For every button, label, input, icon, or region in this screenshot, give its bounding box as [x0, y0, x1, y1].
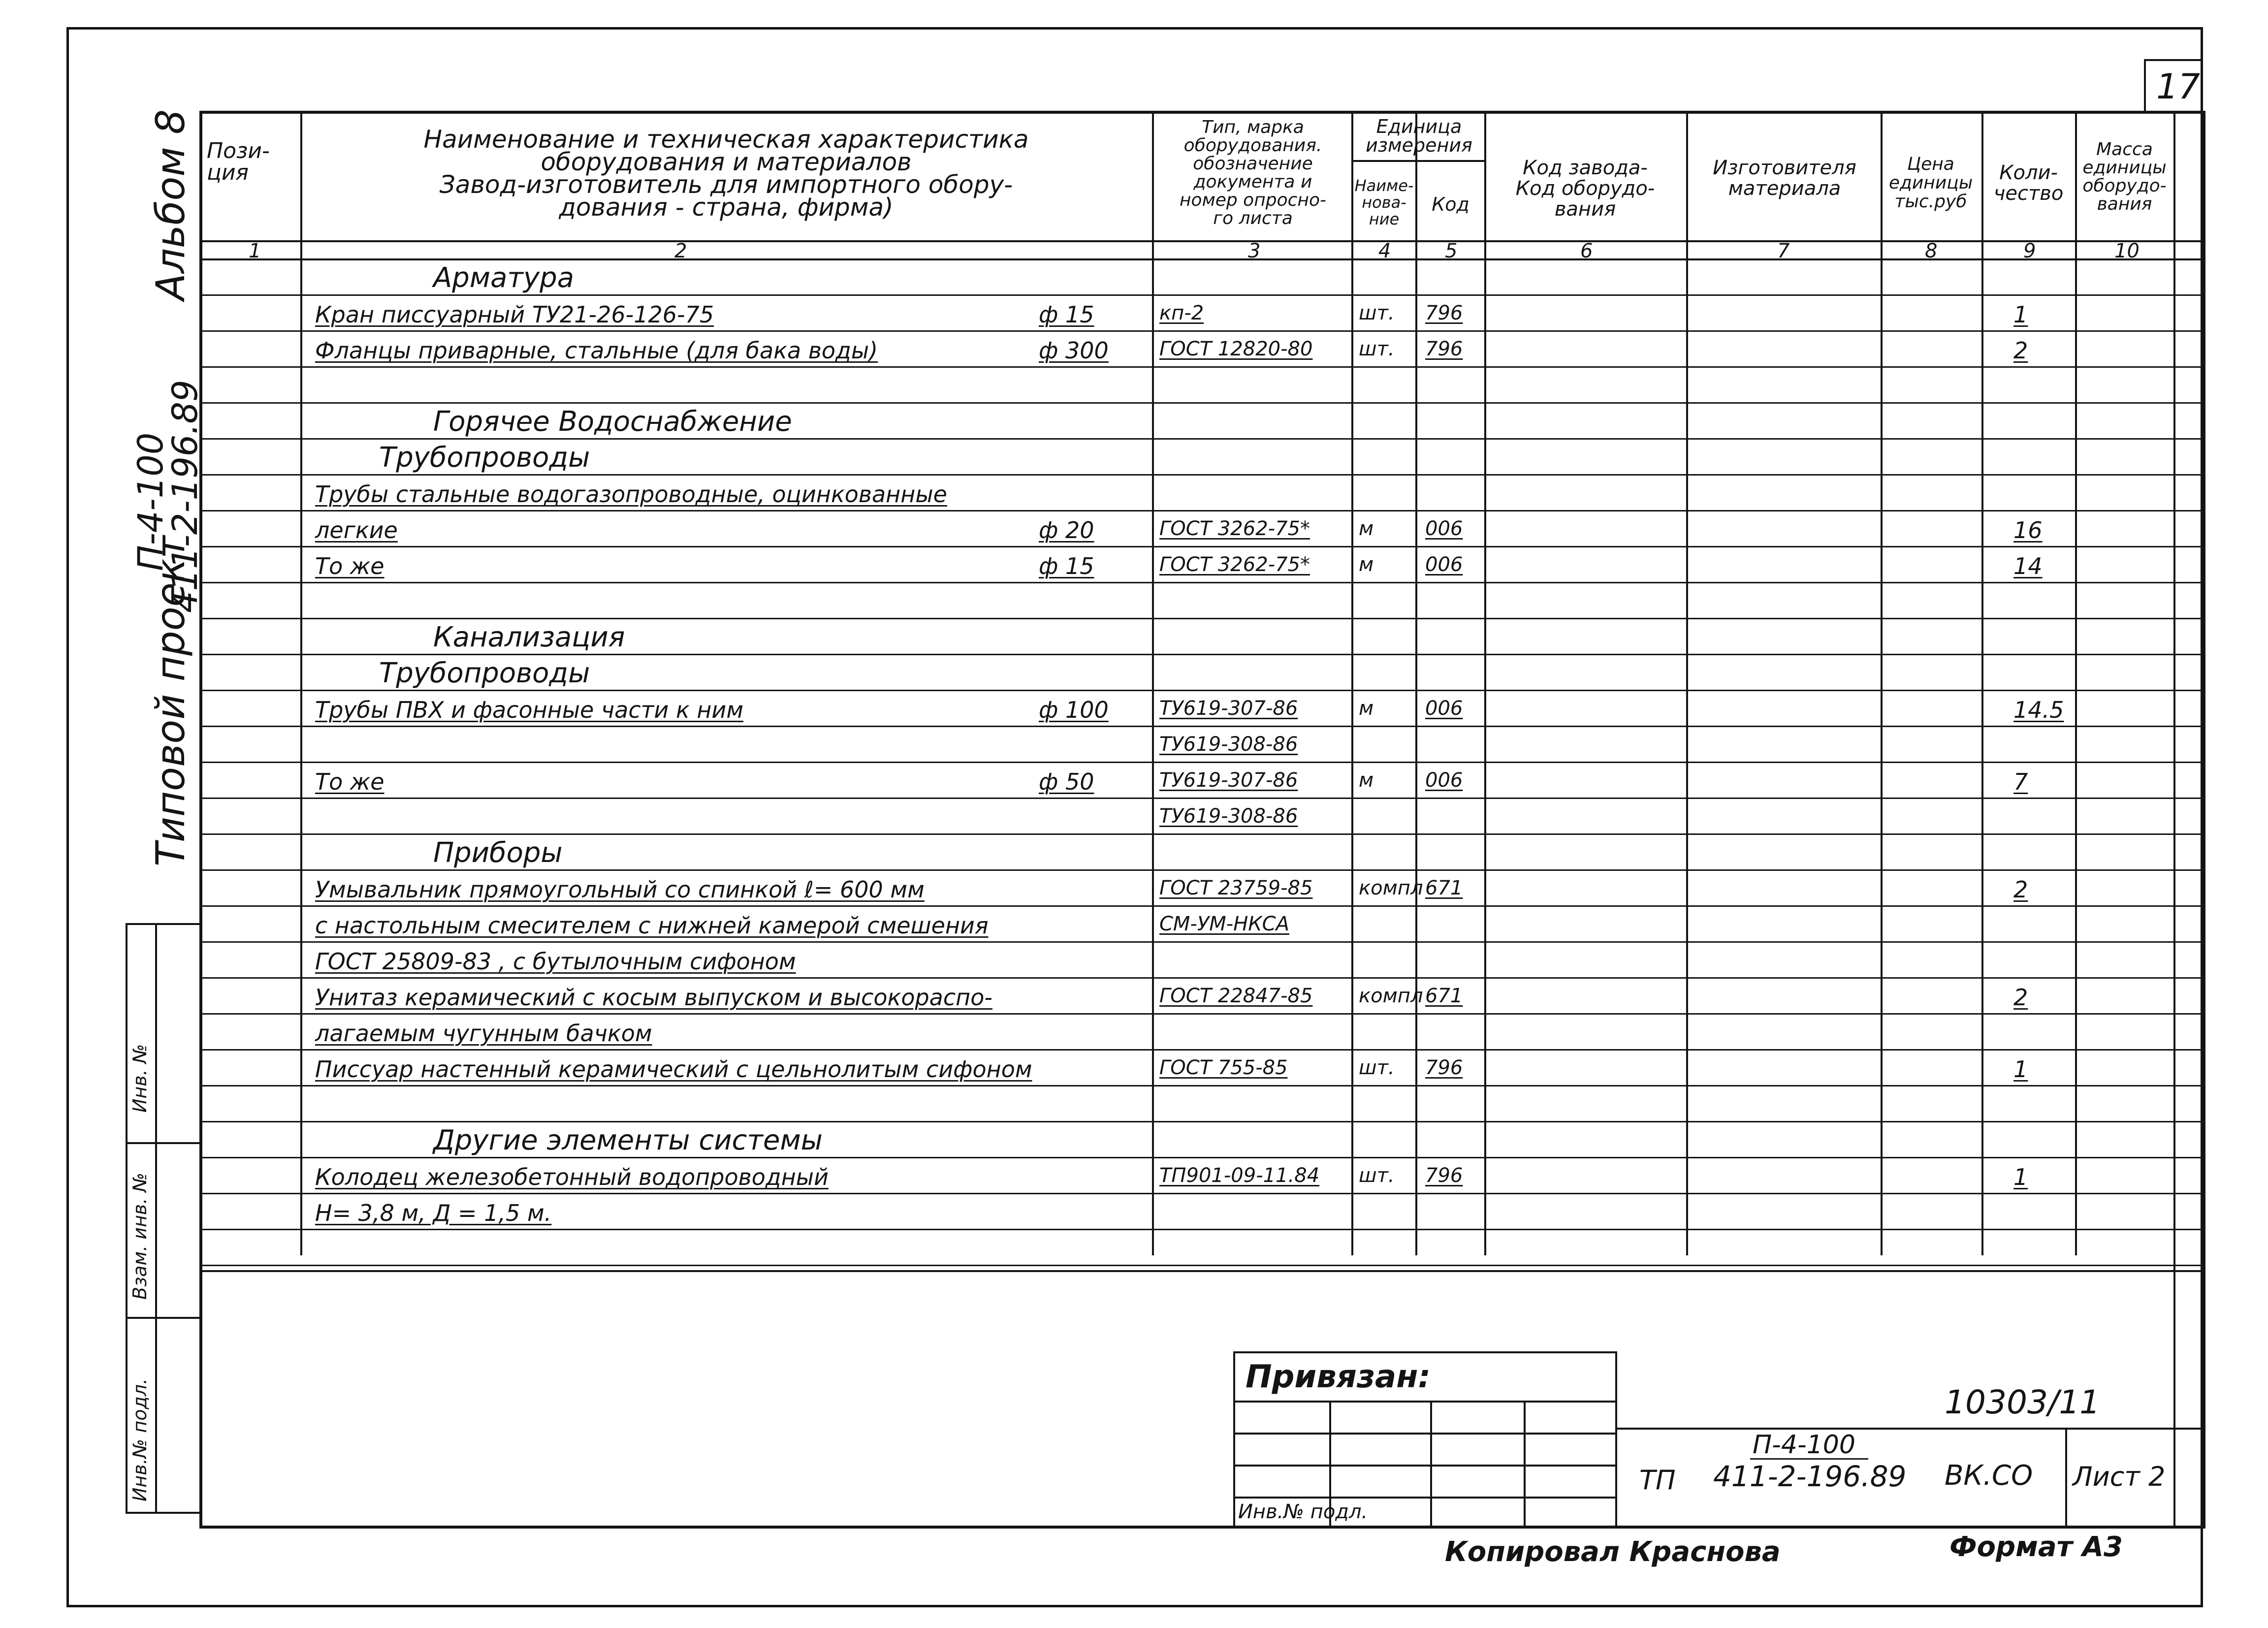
item-diameter: ф 50 — [1039, 768, 1094, 795]
row-line — [199, 1193, 2205, 1194]
item-unit: м — [1359, 769, 1374, 792]
section-title: Арматура — [433, 262, 575, 294]
row-line — [199, 726, 2205, 727]
col-number: 8 — [1925, 240, 1938, 262]
item-type: ГОСТ 3262-75* — [1159, 553, 1310, 576]
header-price: Цена единицы тыс.руб — [1888, 154, 1973, 212]
item-type: ТУ619-307-86 — [1159, 697, 1298, 720]
row-line — [199, 510, 2205, 511]
header-name: Наименование и техническая характеристика оборудования и материалов Завод-изготовитель для импортного обору- дования - страна, фирма) — [423, 125, 1029, 222]
item-unit: шт. — [1359, 338, 1395, 360]
row-line — [199, 1265, 2205, 1266]
col-number: 10 — [2114, 240, 2140, 262]
row-line — [199, 294, 2205, 296]
col-number: 1 — [249, 240, 261, 262]
project-prefix: Типовой проект — [148, 536, 193, 866]
stamp-inv-podl: Инв.№ подл. — [129, 1378, 151, 1501]
item-name: Унитаз керамический с косым выпуском и высокораспо- — [315, 984, 992, 1011]
section-title: Горячее Водоснабжение — [433, 406, 792, 438]
row-line — [199, 798, 2205, 799]
album-label: Альбом 8 — [148, 109, 193, 300]
item-name: с настольным смесителем с нижней камерой смешения — [315, 912, 989, 939]
item-name: лагаемым чугунным бачком — [315, 1020, 652, 1047]
item-name: То же — [315, 768, 384, 795]
section-title: Трубопроводы — [379, 657, 590, 689]
item-name: H= 3,8 м, Д = 1,5 м. — [315, 1200, 552, 1226]
row-line — [199, 402, 2205, 404]
item-name: Трубы стальные водогазопроводные, оцинкованные — [315, 481, 947, 508]
header-qty: Коли- чество — [1993, 161, 2064, 205]
item-unit-code: 796 — [1425, 302, 1463, 324]
item-unit-code: 796 — [1425, 1056, 1463, 1079]
row-line — [199, 1049, 2205, 1051]
item-unit: м — [1359, 553, 1374, 576]
row-line — [199, 618, 2205, 619]
col-number: 3 — [1248, 240, 1261, 262]
item-name: Трубы ПВХ и фасонные части к ним — [315, 697, 744, 723]
item-qty: 2 — [2013, 876, 2028, 903]
item-unit-code: 796 — [1425, 338, 1463, 360]
item-unit: шт. — [1359, 302, 1395, 324]
item-type: ТУ619-308-86 — [1159, 805, 1298, 828]
project-code-bottom: 411-2-196.89 — [165, 380, 205, 613]
row-line — [199, 1013, 2205, 1015]
section-title: Приборы — [433, 837, 563, 869]
item-qty: 14.5 — [2013, 697, 2064, 723]
doc-mark: ВК.СО — [1945, 1460, 2033, 1492]
section-title: Трубопроводы — [379, 442, 590, 474]
item-qty: 2 — [2013, 984, 2028, 1011]
stamp-vzam: Взам. инв. № — [129, 1172, 151, 1300]
item-diameter: ф 20 — [1039, 517, 1094, 543]
tp-label: ТП — [1639, 1465, 1676, 1496]
item-qty: 1 — [2013, 1056, 2028, 1083]
col-number: 5 — [1445, 240, 1458, 262]
privyazan-label: Привязан: — [1246, 1359, 1431, 1395]
code-bottom: 411-2-196.89 — [1713, 1460, 1907, 1493]
item-qty: 2 — [2013, 337, 2028, 364]
item-type: ТУ619-307-86 — [1159, 769, 1298, 792]
item-type: ГОСТ 22847-85 — [1159, 985, 1313, 1007]
item-unit-code: 006 — [1425, 553, 1463, 576]
item-name: легкие — [315, 517, 398, 543]
item-type: ГОСТ 755-85 — [1159, 1056, 1288, 1079]
row-line — [199, 690, 2205, 691]
item-unit-code: 006 — [1425, 769, 1463, 792]
project-code-top: П-4-100 — [130, 432, 171, 571]
header-type: Тип, марка оборудования. обозначение документа и номер опросно- го листа — [1180, 117, 1326, 228]
item-diameter: ф 15 — [1039, 301, 1094, 328]
row-line — [199, 941, 2205, 943]
row-line — [199, 654, 2205, 655]
item-qty: 1 — [2013, 1164, 2028, 1190]
item-name: Писсуар настенный керамический с цельнолитым сифоном — [315, 1056, 1032, 1083]
item-unit-code: 671 — [1425, 877, 1463, 899]
sheet-corner-number: 17 — [2156, 66, 2201, 107]
col-number: 7 — [1777, 240, 1790, 262]
item-type: ТП901-09-11.84 — [1159, 1164, 1320, 1187]
item-diameter: ф 100 — [1039, 697, 1109, 723]
row-line — [199, 474, 2205, 476]
col-number: 4 — [1378, 240, 1391, 262]
row-line — [199, 1157, 2205, 1158]
item-unit-code: 006 — [1425, 517, 1463, 540]
col-number: 9 — [2023, 240, 2036, 262]
header-mass: Масса единицы оборудо- вания — [2082, 139, 2167, 214]
row-line — [199, 366, 2205, 368]
row-line — [199, 1121, 2205, 1122]
item-name: Кран писсуарный ТУ21-26-126-75 — [315, 301, 714, 328]
section-title: Другие элементы системы — [433, 1124, 823, 1156]
sheet-label: Лист 2 — [2073, 1461, 2166, 1492]
col-number: 6 — [1580, 240, 1593, 262]
row-line — [199, 582, 2205, 583]
row-line — [199, 905, 2205, 907]
item-type: ГОСТ 23759-85 — [1159, 877, 1313, 899]
item-name: Фланцы приварные, стальные (для бака воды) — [315, 337, 878, 364]
header-pos: Пози- ция — [207, 138, 270, 185]
item-qty: 16 — [2013, 517, 2043, 543]
header-unit-group: Единица измерения — [1366, 116, 1472, 156]
row-line — [199, 762, 2205, 763]
item-unit: м — [1359, 697, 1374, 720]
item-unit: шт. — [1359, 1056, 1395, 1079]
code-top: П-4-100 — [1753, 1430, 1855, 1460]
section-title: Канализация — [433, 621, 625, 653]
stamp-inv: Инв. № — [129, 1044, 151, 1113]
row-line — [199, 438, 2205, 440]
item-unit: компл — [1359, 877, 1423, 899]
item-diameter: ф 300 — [1039, 337, 1109, 364]
row-line — [199, 546, 2205, 547]
copied-by: Копировал Краснова — [1445, 1536, 1781, 1568]
item-unit: компл — [1359, 985, 1423, 1007]
item-unit-code: 671 — [1425, 985, 1463, 1007]
row-line — [199, 977, 2205, 979]
row-line — [199, 833, 2205, 835]
item-type: ТУ619-308-86 — [1159, 733, 1298, 756]
row-line — [199, 1085, 2205, 1086]
header-maker: Изготовителя материала — [1713, 157, 1856, 200]
format-label: Формат А3 — [1949, 1531, 2123, 1563]
item-unit-code: 796 — [1425, 1164, 1463, 1187]
col-number: 2 — [674, 240, 687, 262]
item-diameter: ф 15 — [1039, 553, 1094, 579]
item-type: ГОСТ 3262-75* — [1159, 517, 1310, 540]
item-name: Колодец железобетонный водопроводный — [315, 1164, 829, 1190]
row-line — [199, 330, 2205, 332]
item-type: ГОСТ 12820-80 — [1159, 338, 1313, 360]
item-name: Умывальник прямоугольный со спинкой ℓ= 600 мм — [315, 876, 925, 903]
row-line — [199, 1229, 2205, 1230]
row-line — [199, 869, 2205, 871]
header-plant-code: Код завода- Код оборудо- вания — [1515, 157, 1655, 221]
item-name: ГОСТ 25809-83 , с бутылочным сифоном — [315, 948, 796, 975]
header-unit-code: Код — [1432, 193, 1469, 215]
item-unit: м — [1359, 517, 1374, 540]
item-qty: 7 — [2013, 768, 2028, 795]
doc-number: 10303/11 — [1945, 1383, 2101, 1421]
item-qty: 14 — [2013, 553, 2043, 579]
item-type: СМ-УМ-НКСА — [1159, 913, 1289, 935]
header-unit-name: Наиме- нова- ние — [1354, 176, 1414, 228]
item-name: То же — [315, 553, 384, 579]
item-qty: 1 — [2013, 301, 2028, 328]
item-type: кп-2 — [1159, 302, 1204, 324]
item-unit-code: 006 — [1425, 697, 1463, 720]
inv-podl-label: Инв.№ подл. — [1238, 1500, 1368, 1523]
item-unit: шт. — [1359, 1164, 1395, 1187]
